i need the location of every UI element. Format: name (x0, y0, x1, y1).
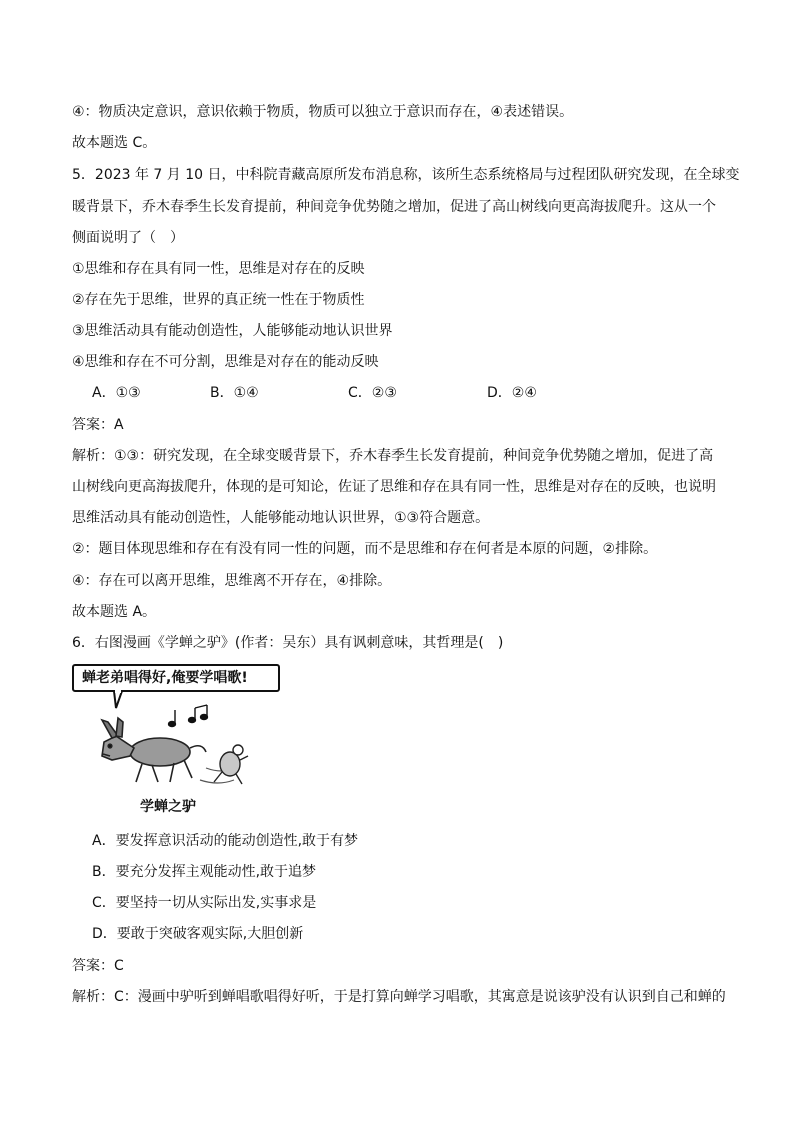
q6-option-d: D．要敢于突破客观实际,大胆创新 (92, 926, 304, 942)
q5-stem-line3: 侧面说明了（ ） (72, 230, 184, 246)
music-notes-icon (169, 705, 208, 727)
cartoon-drawing (72, 664, 282, 814)
q5-statement-3: ③思维活动具有能动创造性，人能够能动地认识世界 (72, 323, 393, 339)
cicada-icon (214, 745, 248, 784)
q6-explanation-line1: 解析：C：漫画中驴听到蝉唱歌唱得好听，于是打算向蝉学习唱歌，其寓意是说该驴没有认识到自己和蝉的 (72, 989, 726, 1005)
q5-option-c: C．②③ (348, 385, 397, 401)
cartoon-caption: 学蝉之驴 (140, 799, 196, 815)
line-q4-conclusion: 故本题选 C。 (72, 135, 157, 151)
q5-statement-1: ①思维和存在具有同一性，思维是对存在的反映 (72, 261, 365, 277)
q5-option-a: A．①③ (92, 385, 141, 401)
q5-explanation-line5: ④：存在可以离开思维，思维离不开存在，④排除。 (72, 573, 392, 589)
q5-stem-line1: 5．2023 年 7 月 10 日，中科院青藏高原所发布消息称，该所生态系统格局与过程团队研究发现，在全球变 (72, 167, 740, 183)
q5-stem-line2: 暖背景下，乔木春季生长发育提前，种间竞争优势随之增加，促进了高山树线向更高海拔爬升。这从一个 (72, 199, 716, 215)
q6-answer: 答案：C (72, 958, 124, 974)
q5-explanation-line1: 解析：①③：研究发现，在全球变暖背景下，乔木春季生长发育提前，种间竞争优势随之增加，促进了高 (72, 448, 714, 464)
donkey-icon (102, 718, 206, 782)
q5-explanation-line3: 思维活动具有能动创造性，人能够能动地认识世界，①③符合题意。 (72, 510, 490, 526)
q6-stem: 6．右图漫画《学蝉之驴》(作者：吴东）具有讽刺意味，其哲理是( ) (72, 635, 504, 651)
q5-explanation-line2: 山树线向更高海拔爬升，体现的是可知论，佐证了思维和存在具有同一性，思维是对存在的反映，也说明 (72, 479, 716, 495)
q5-statement-4: ④思维和存在不可分割，思维是对存在的能动反映 (72, 354, 379, 370)
speech-bubble: 蝉老弟唱得好,俺要学唱歌! (72, 664, 280, 692)
q6-option-b: B．要充分发挥主观能动性,敢于追梦 (92, 864, 317, 880)
q5-option-b: B．①④ (210, 385, 259, 401)
q5-explanation-line4: ②：题目体现思维和存在有没有同一性的问题，而不是思维和存在何者是本原的问题，②排除。 (72, 541, 658, 557)
line-q4-item4: ④：物质决定意识，意识依赖于物质，物质可以独立于意识而存在，④表述错误。 (72, 104, 574, 120)
cartoon-figure (72, 664, 282, 814)
q6-option-a: A．要发挥意识活动的能动创造性,敢于有梦 (92, 833, 359, 849)
q5-statement-2: ②存在先于思维，世界的真正统一性在于物质性 (72, 292, 365, 308)
q5-conclusion: 故本题选 A。 (72, 604, 157, 620)
q6-option-c: C．要坚持一切从实际出发,实事求是 (92, 895, 317, 911)
q5-answer: 答案：A (72, 417, 124, 433)
q5-option-d: D．②④ (487, 385, 537, 401)
